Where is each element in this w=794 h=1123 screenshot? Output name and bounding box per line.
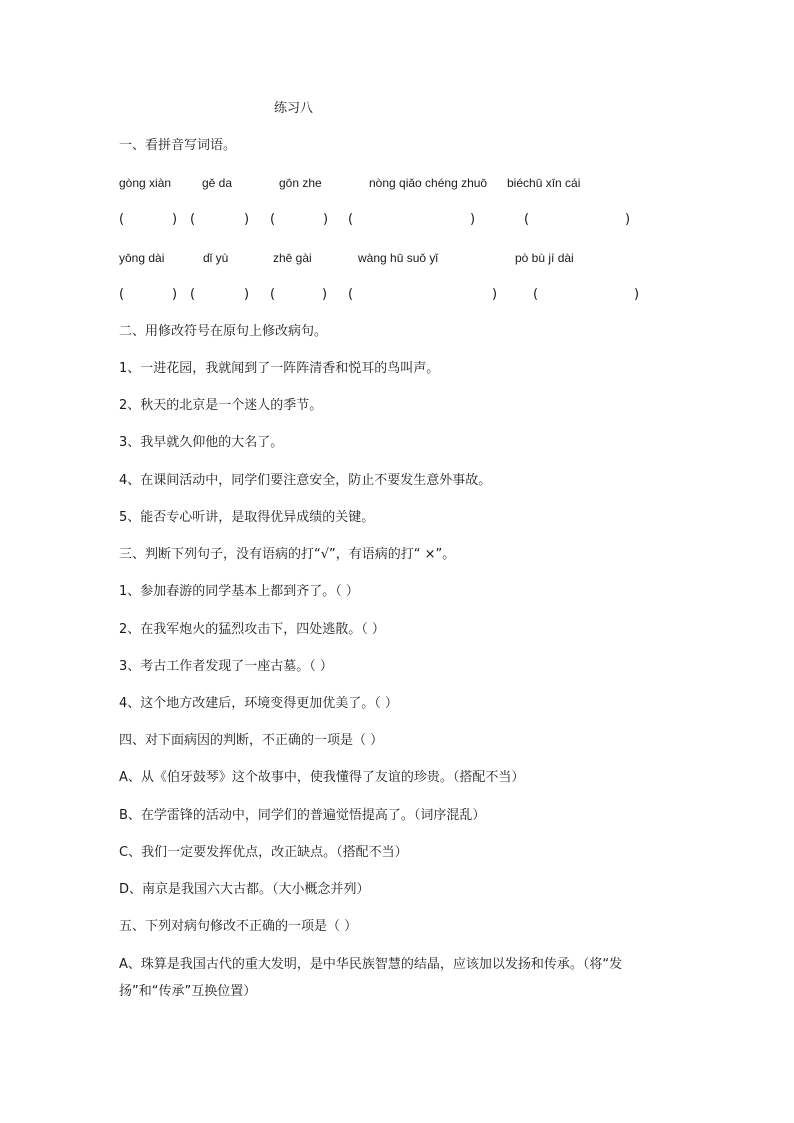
bracket-open: (	[119, 287, 125, 302]
bracket-close: )	[244, 212, 250, 227]
bracket-close: )	[625, 212, 631, 227]
bracket-open: (	[190, 212, 196, 227]
choice-option: C、我们一定要发挥优点，改正缺点。（搭配不当）	[119, 845, 408, 860]
pinyin-word: pò bù jí dài	[515, 251, 574, 265]
bracket-close: )	[244, 287, 250, 302]
pinyin-word: nòng qiǎo chéng zhuō	[369, 176, 488, 190]
bracket-close: )	[492, 287, 498, 302]
list-item: 1、参加春游的同学基本上都到齐了。（ ）	[119, 584, 359, 599]
list-item: 3、考古工作者发现了一座古墓。（ ）	[119, 659, 333, 674]
page-title: 练习八	[274, 101, 314, 116]
bracket-close: )	[172, 287, 178, 302]
bracket-open: (	[270, 212, 276, 227]
pinyin-word: dǐ yù	[203, 251, 229, 265]
bracket-close: )	[470, 212, 476, 227]
bracket-close: )	[323, 212, 329, 227]
pinyin-word: biéchū xīn cái	[507, 176, 581, 190]
list-item: 3、我早就久仰他的大名了。	[119, 435, 284, 450]
list-item: 4、在课间活动中，同学们要注意安全，防止不要发生意外事故。	[119, 473, 492, 488]
pinyin-word: yōng dài	[119, 251, 165, 265]
list-item: 2、秋天的北京是一个迷人的季节。	[119, 398, 323, 413]
list-item: 1、一进花园，我就闻到了一阵阵清香和悦耳的鸟叫声。	[119, 361, 440, 376]
pinyin-word: gòng xiàn	[119, 176, 172, 190]
list-item: 2、在我军炮火的猛烈攻击下，四处逃散。（ ）	[119, 622, 385, 637]
choice-option: B、在学雷锋的活动中，同学们的普遍觉悟提高了。（词序混乱）	[119, 808, 486, 823]
bracket-open: (	[348, 212, 354, 227]
pinyin-word: gě da	[202, 176, 233, 190]
bracket-open: (	[190, 287, 196, 302]
list-item: 5、能否专心听讲，是取得优异成绩的关键。	[119, 510, 375, 525]
bracket-open: (	[348, 287, 354, 302]
bracket-close: )	[634, 287, 640, 302]
bracket-open: (	[524, 212, 530, 227]
bracket-open: (	[270, 287, 276, 302]
bracket-open: (	[533, 287, 539, 302]
pinyin-word: wàng hū suǒ yǐ	[358, 251, 439, 265]
section2-heading: 二、用修改符号在原句上修改病句。	[119, 324, 328, 339]
pinyin-word: gōn zhe	[279, 176, 322, 190]
bracket-close: )	[322, 287, 328, 302]
bracket-open: (	[119, 212, 125, 227]
list-item: 4、这个地方改建后，环境变得更加优美了。（ ）	[119, 696, 398, 711]
section5-heading: 五、下列对病句修改不正确的一项是（ ）	[119, 919, 358, 934]
choice-option: D、南京是我国六大古都。（大小概念并列）	[119, 882, 370, 897]
section4-heading: 四、对下面病因的判断，不正确的一项是（ ）	[119, 733, 384, 748]
bracket-close: )	[172, 212, 178, 227]
section3-heading: 三、判断下列句子，没有语病的打“√”，有语病的打“ ×”。	[119, 547, 456, 562]
choice-option: A、从《伯牙鼓琴》这个故事中，使我懂得了友谊的珍贵。（搭配不当）	[119, 770, 525, 785]
section1-heading: 一、看拼音写词语。	[119, 138, 237, 153]
pinyin-word: zhē gài	[273, 251, 312, 265]
choice-option-continued: 扬”和“传承”互换位置）	[119, 984, 257, 999]
choice-option: A、珠算是我国古代的重大发明，是中华民族智慧的结晶，应该加以发扬和传承。（将“发	[119, 957, 623, 972]
